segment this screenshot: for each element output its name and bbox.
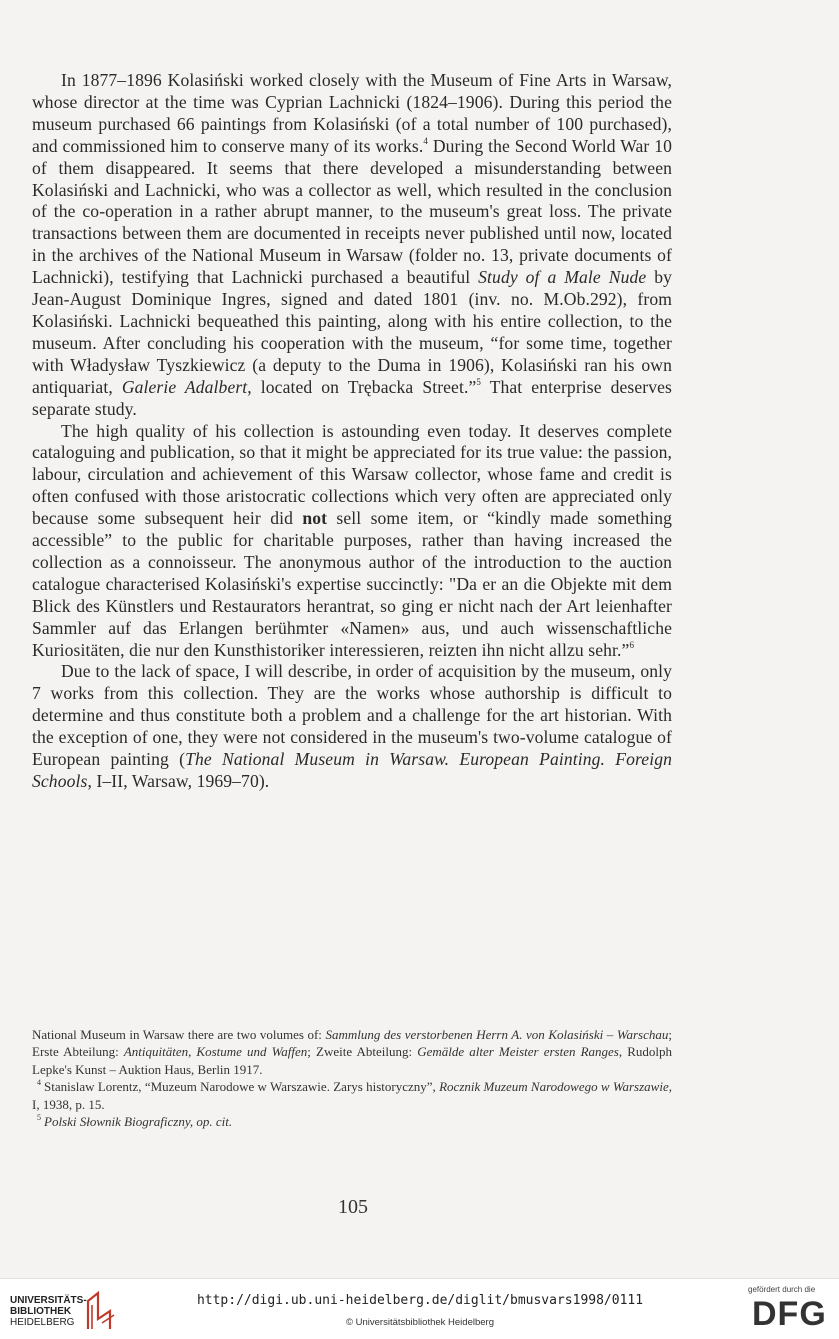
copyright-notice: © Universitätsbibliothek Heidelberg (346, 1317, 494, 1328)
text-run: Due to the lack of space, I will describe, in order of acquisition by the museum, only 7 works from this collection. They are the works whose authorship is difficult to determine and thus constitute both a problem and a challenge for the art historian. With the exception of one, they were not considered in the museum's two-volume catalogue of European painting ( (32, 661, 672, 770)
footnotes (32, 1026, 672, 1130)
footnote-ref-6[interactable]: 6 (629, 639, 635, 650)
footnote-ref-4[interactable]: 4 (423, 135, 428, 146)
dfg-logo[interactable]: DFG (752, 1295, 827, 1333)
footnote-5: $^5$ Polski Słownik Biograficzny, op. cit. (37, 1113, 233, 1130)
gallery-name: Galerie Adalbert (121, 376, 248, 397)
footnote-ref-5[interactable]: 5 (476, 376, 481, 387)
funding-caption: gefördert durch die (748, 1285, 816, 1294)
paragraph-3 (32, 661, 672, 792)
artwork-title: Study of a Male Nude (478, 267, 647, 288)
permalink-url[interactable]: http://digi.ub.uni-heidelberg.de/diglit/bmusvars1998/0111 (196, 1293, 644, 1308)
catalogue-title: The National Museum in Warsaw. European Painting. Foreign Schools (32, 749, 672, 791)
text-run: , I–II, Warsaw, 1969–70). (87, 771, 270, 791)
text-run: During the Second World War 10 of them disappeared. It seems that there developed a misunderstanding between Kolasiński and Lachnicki, who was a collector as well, which resulted in the conclusion of the co-operation in a rather abrupt manner, to the museum's great loss. The private transactions between them are documented in receipts never published until now, located in the archives of the National Museum in Warsaw (folder no. 13, private documents of Lachnicki), testifying that Lachnicki purchased a beautiful (32, 135, 673, 288)
paragraph-2 (32, 421, 672, 662)
ub-heidelberg-logo[interactable]: UNIVERSITÄTS- BIBLIOTHEK HEIDELBERG (10, 1295, 87, 1328)
footnote-4: $^4$ Stanislaw Lorentz, “Muzeum Narodowe w Warszawie. Zarys historyczny”, Rocznik Muzeum Narodowego w Warszawie, I, 1938, p. 15. (32, 1078, 672, 1112)
footnote-continuation: National Museum in Warsaw there are two volumes of: Sammlung des verstorbenen Herrn A. von Kolasiński – Warschau; Erste Abteilung: Antiquitäten, Kostume und Waffen; Zweite Abteilung: Gemälde alter Meister ersten Ranges, Rudolph Lepke's Kunst – Auktion Haus, Berlin 1917. (32, 1027, 672, 1077)
page-number: 105 (338, 1196, 368, 1218)
text-run: The high quality of his collection is astounding even today. It deserves complete cataloguing and publication, so that it might be appreciated for its true value: the passion, labour, circulation and achievement of this Warsaw collector, whose fame and credit is often confused with those aristocratic collections which very often are appreciated only because some subsequent heir did (32, 420, 672, 529)
text-run: by Jean-August Dominique Ingres, signed and dated 1801 (inv. no. M.Ob.292), from Kolasiński. Lachnicki bequeathed this painting, along with his entire collection, to the museum. After concluding his cooperation with the museum, “for some time, together with Władysław Tyszkiewicz (a deputy to the Duma in 1906), Kolasiński ran his own antiquariat, (32, 267, 672, 397)
text-run: In 1877–1896 Kolasiński worked closely with the Museum of Fine Arts in Warsaw, whose director at the time was Cyprian Lachnicki (1824–1906). During this period the museum purchased 66 paintings from Kolasiński (of a total number of 100 purchased), and commissioned him to conserve many of its works. (32, 70, 672, 156)
text-run: That enterprise deserves separate study. (32, 376, 672, 419)
emphasis: not (302, 508, 328, 529)
body-text (32, 70, 672, 793)
ub-logo-icon (84, 1289, 118, 1333)
text-run: sell some item, or “kindly made something accessible” to the public for charitable purposes, rather than having increased the collection as a connoisseur. The anonymous author of the introduction to the auction catalogue characterised Kolasiński's expertise succinctly: "Da er an die Objekte mit dem Blick des Künstlers und Restaurators herantrat, so ging er nicht nach der Art leienhafter Sammler auf das Erlangen berühmter «Namen» aus, und auch wissenschaftliche Kuriositäten, die nur den Kunsthistoriker interessieren, reizten ihn nicht allzu sehr.” (32, 508, 673, 660)
paragraph-1 (32, 70, 672, 421)
footer-bar (0, 1278, 839, 1339)
text-run: , located on Trębacka Street.” (247, 376, 477, 397)
